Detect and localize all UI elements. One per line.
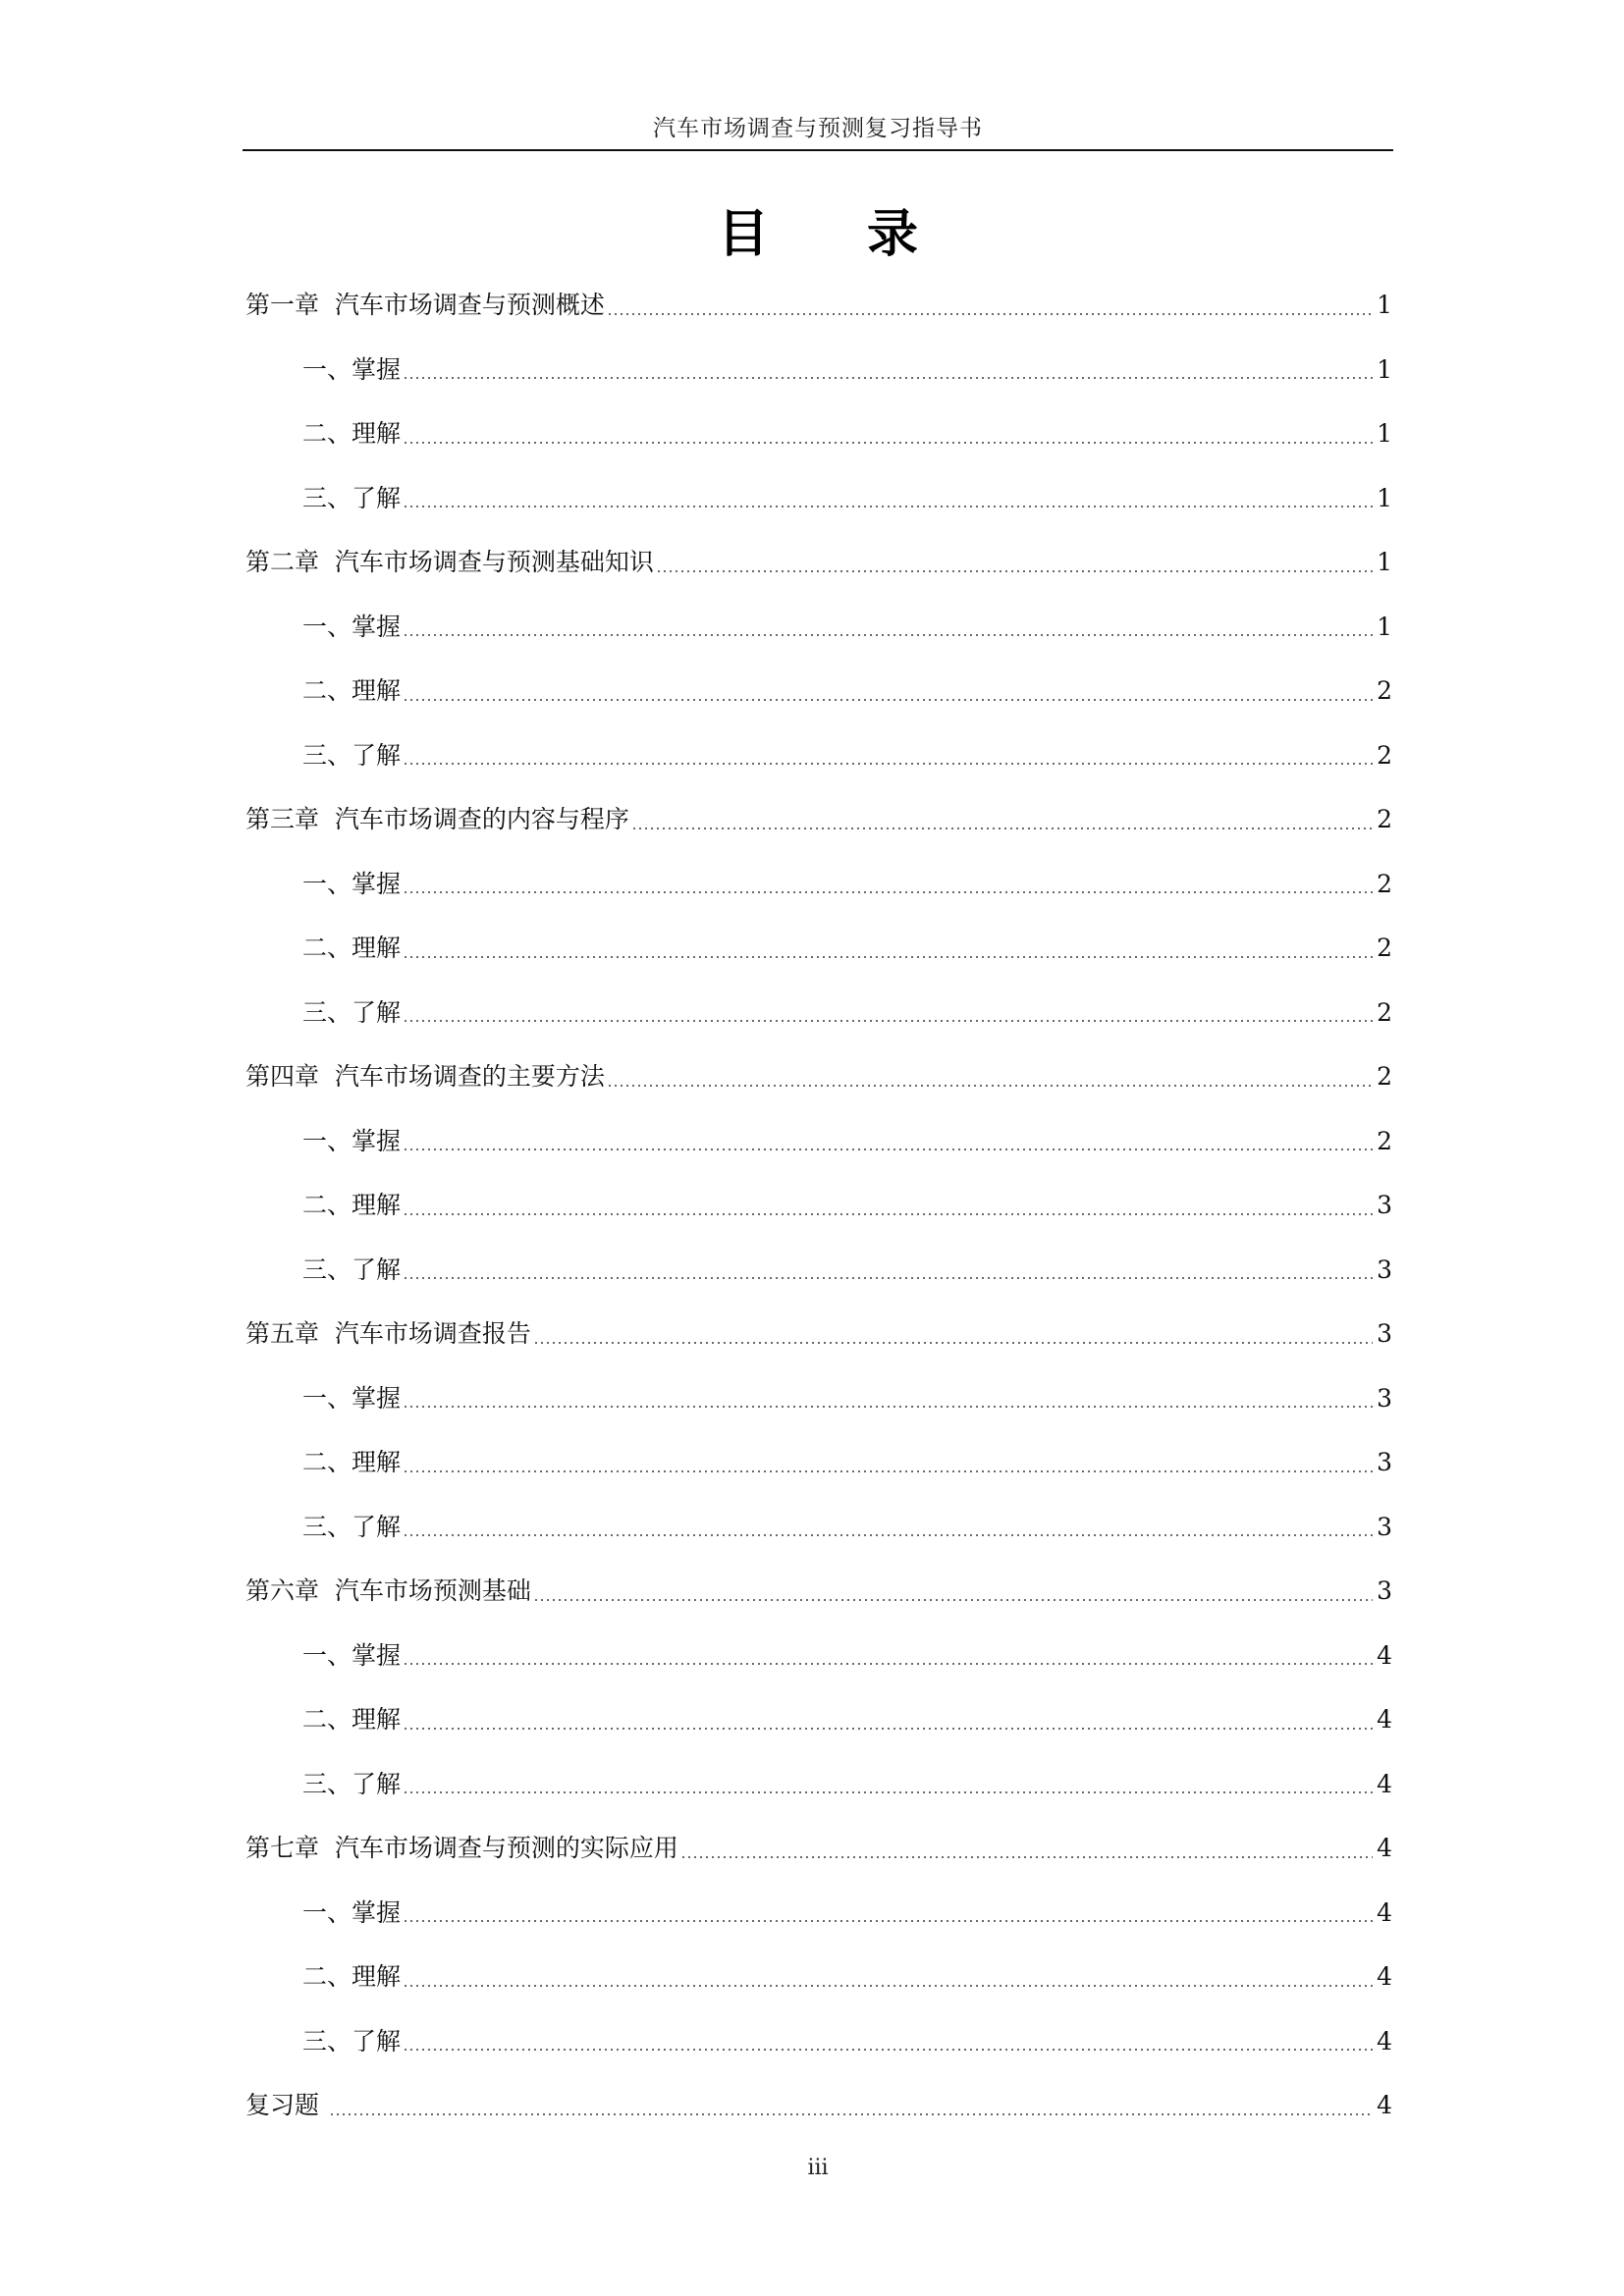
toc-section-entry[interactable] — [245, 401, 1392, 466]
toc-entry-label: 二、理解 — [302, 1191, 402, 1220]
toc-entry-page: 4 — [1377, 1640, 1392, 1670]
header-divider — [243, 149, 1393, 151]
toc-section-entry[interactable] — [245, 1495, 1392, 1560]
toc-entry-page: 2 — [1377, 740, 1392, 770]
toc-dot-leader — [403, 956, 1373, 958]
toc-entry-page: 1 — [1377, 612, 1392, 641]
toc-entry-label: 三、了解 — [302, 1512, 402, 1541]
toc-chapter-entry[interactable] — [245, 1816, 1392, 1881]
toc-entry-label: 第三章 汽车市场调查的内容与程序 — [245, 805, 629, 834]
toc-entry-label: 二、理解 — [302, 934, 402, 963]
toc-entry-label: 一、掌握 — [302, 1897, 402, 1927]
toc-heading-char-1: 目 — [717, 205, 769, 264]
toc-entry-label: 一、掌握 — [302, 612, 402, 641]
toc-entry-label: 三、了解 — [302, 740, 402, 770]
toc-entry-page: 4 — [1377, 1897, 1392, 1927]
toc-entry-page: 4 — [1377, 2091, 1392, 2120]
toc-entry-label: 三、了解 — [302, 2026, 402, 2056]
toc-entry-label: 三、了解 — [302, 1255, 402, 1284]
toc-dot-leader — [403, 1985, 1373, 1987]
toc-entry-label: 第六章 汽车市场预测基础 — [245, 1576, 531, 1606]
toc-entry-page: 4 — [1377, 1705, 1392, 1735]
toc-entry-page: 2 — [1377, 1062, 1392, 1092]
toc-chapter-entry[interactable] — [245, 273, 1392, 338]
toc-chapter-entry[interactable] — [245, 787, 1392, 852]
toc-entry-label: 三、了解 — [302, 483, 402, 512]
toc-entry-page: 1 — [1377, 548, 1392, 577]
toc-dot-leader — [403, 634, 1373, 636]
toc-entry-label: 一、掌握 — [302, 1383, 402, 1413]
toc-dot-leader — [403, 2049, 1373, 2051]
toc-entry-page: 1 — [1377, 483, 1392, 512]
toc-entry-page: 4 — [1377, 1962, 1392, 1992]
toc-entry-label: 复习题 — [245, 2091, 327, 2120]
toc-chapter-entry[interactable] — [245, 530, 1392, 595]
toc-section-entry[interactable] — [245, 1624, 1392, 1688]
toc-entry-label: 二、理解 — [302, 1962, 402, 1992]
toc-section-entry[interactable] — [245, 595, 1392, 660]
toc-entry-label: 一、掌握 — [302, 354, 402, 384]
toc-dot-leader — [403, 891, 1373, 893]
toc-dot-leader — [403, 1728, 1373, 1730]
toc-entry-page: 1 — [1377, 419, 1392, 449]
toc-dot-leader — [403, 506, 1373, 507]
toc-dot-leader — [403, 1213, 1373, 1215]
toc-entry-label: 第七章 汽车市场调查与预测的实际应用 — [245, 1834, 678, 1863]
toc-chapter-entry[interactable] — [245, 1559, 1392, 1624]
toc-section-entry[interactable] — [245, 2009, 1392, 2074]
toc-dot-leader — [403, 1406, 1373, 1408]
toc-dot-leader — [607, 1085, 1373, 1087]
toc-section-entry[interactable] — [245, 1430, 1392, 1495]
toc-dot-leader — [403, 442, 1373, 444]
toc-entry-label: 第二章 汽车市场调查与预测基础知识 — [245, 548, 654, 577]
toc-heading — [243, 192, 1393, 266]
toc-dot-leader — [533, 1342, 1373, 1344]
toc-entry-page: 1 — [1377, 354, 1392, 384]
toc-entry-page: 3 — [1377, 1255, 1392, 1284]
toc-entry-label: 三、了解 — [302, 1769, 402, 1798]
toc-section-entry[interactable] — [245, 916, 1392, 981]
toc-dot-leader — [403, 1470, 1373, 1472]
toc-entry-label: 第一章 汽车市场调查与预测概述 — [245, 291, 605, 320]
toc-entry-page: 3 — [1377, 1512, 1392, 1541]
toc-entry-label: 二、理解 — [302, 1705, 402, 1735]
toc-entry-label: 一、掌握 — [302, 1640, 402, 1670]
toc-dot-leader — [329, 2113, 1373, 2115]
toc-entry-page: 2 — [1377, 997, 1392, 1027]
toc-dot-leader — [403, 1534, 1373, 1536]
toc-entry-page: 2 — [1377, 869, 1392, 898]
toc-section-entry[interactable] — [245, 338, 1392, 402]
toc-section-entry[interactable] — [245, 1687, 1392, 1752]
toc-entry-page: 4 — [1377, 1769, 1392, 1798]
toc-entry-label: 二、理解 — [302, 1448, 402, 1477]
table-of-contents — [245, 273, 1392, 2138]
toc-entry-page: 3 — [1377, 1448, 1392, 1477]
running-header: 汽车市场调查与预测复习指导书 — [653, 116, 983, 141]
toc-section-entry[interactable] — [245, 1945, 1392, 2009]
toc-entry-label: 第五章 汽车市场调查报告 — [245, 1319, 531, 1349]
toc-dot-leader — [403, 699, 1373, 701]
toc-dot-leader — [403, 1920, 1373, 1922]
toc-section-entry[interactable] — [245, 1238, 1392, 1303]
toc-dot-leader — [403, 1277, 1373, 1279]
toc-section-entry[interactable] — [245, 981, 1392, 1045]
toc-dot-leader — [403, 1020, 1373, 1022]
toc-entry-page: 2 — [1377, 676, 1392, 706]
toc-entry-page: 3 — [1377, 1576, 1392, 1606]
toc-entry-label: 一、掌握 — [302, 1126, 402, 1155]
toc-section-entry[interactable] — [245, 852, 1392, 917]
toc-chapter-entry[interactable] — [245, 2073, 1392, 2138]
toc-dot-leader — [403, 763, 1373, 765]
toc-dot-leader — [607, 313, 1373, 315]
toc-section-entry[interactable] — [245, 466, 1392, 531]
toc-dot-leader — [533, 1599, 1373, 1601]
page-number: iii — [807, 2156, 829, 2180]
toc-section-entry[interactable] — [245, 659, 1392, 723]
toc-entry-page: 3 — [1377, 1191, 1392, 1220]
toc-section-entry[interactable] — [245, 1881, 1392, 1946]
toc-section-entry[interactable] — [245, 723, 1392, 788]
toc-section-entry[interactable] — [245, 1173, 1392, 1238]
toc-entry-label: 二、理解 — [302, 676, 402, 706]
toc-heading-char-2: 录 — [867, 205, 919, 264]
toc-dot-leader — [403, 1791, 1373, 1793]
toc-section-entry[interactable] — [245, 1752, 1392, 1817]
toc-entry-page: 1 — [1377, 291, 1392, 320]
toc-entry-label: 第四章 汽车市场调查的主要方法 — [245, 1062, 605, 1092]
toc-entry-page: 4 — [1377, 1834, 1392, 1863]
toc-section-entry[interactable] — [245, 1109, 1392, 1174]
toc-entry-page: 3 — [1377, 1319, 1392, 1349]
toc-entry-label: 一、掌握 — [302, 869, 402, 898]
toc-dot-leader — [631, 828, 1373, 829]
toc-entry-page: 2 — [1377, 1126, 1392, 1155]
toc-entry-page: 3 — [1377, 1383, 1392, 1413]
toc-entry-label: 二、理解 — [302, 419, 402, 449]
toc-dot-leader — [403, 377, 1373, 379]
toc-dot-leader — [403, 1148, 1373, 1150]
toc-chapter-entry[interactable] — [245, 1302, 1392, 1366]
toc-entry-label: 三、了解 — [302, 997, 402, 1027]
toc-dot-leader — [656, 570, 1373, 572]
toc-entry-page: 4 — [1377, 2026, 1392, 2056]
toc-dot-leader — [403, 1663, 1373, 1665]
toc-section-entry[interactable] — [245, 1366, 1392, 1431]
toc-entry-page: 2 — [1377, 934, 1392, 963]
toc-entry-page: 2 — [1377, 805, 1392, 834]
toc-dot-leader — [680, 1856, 1373, 1858]
toc-chapter-entry[interactable] — [245, 1044, 1392, 1109]
